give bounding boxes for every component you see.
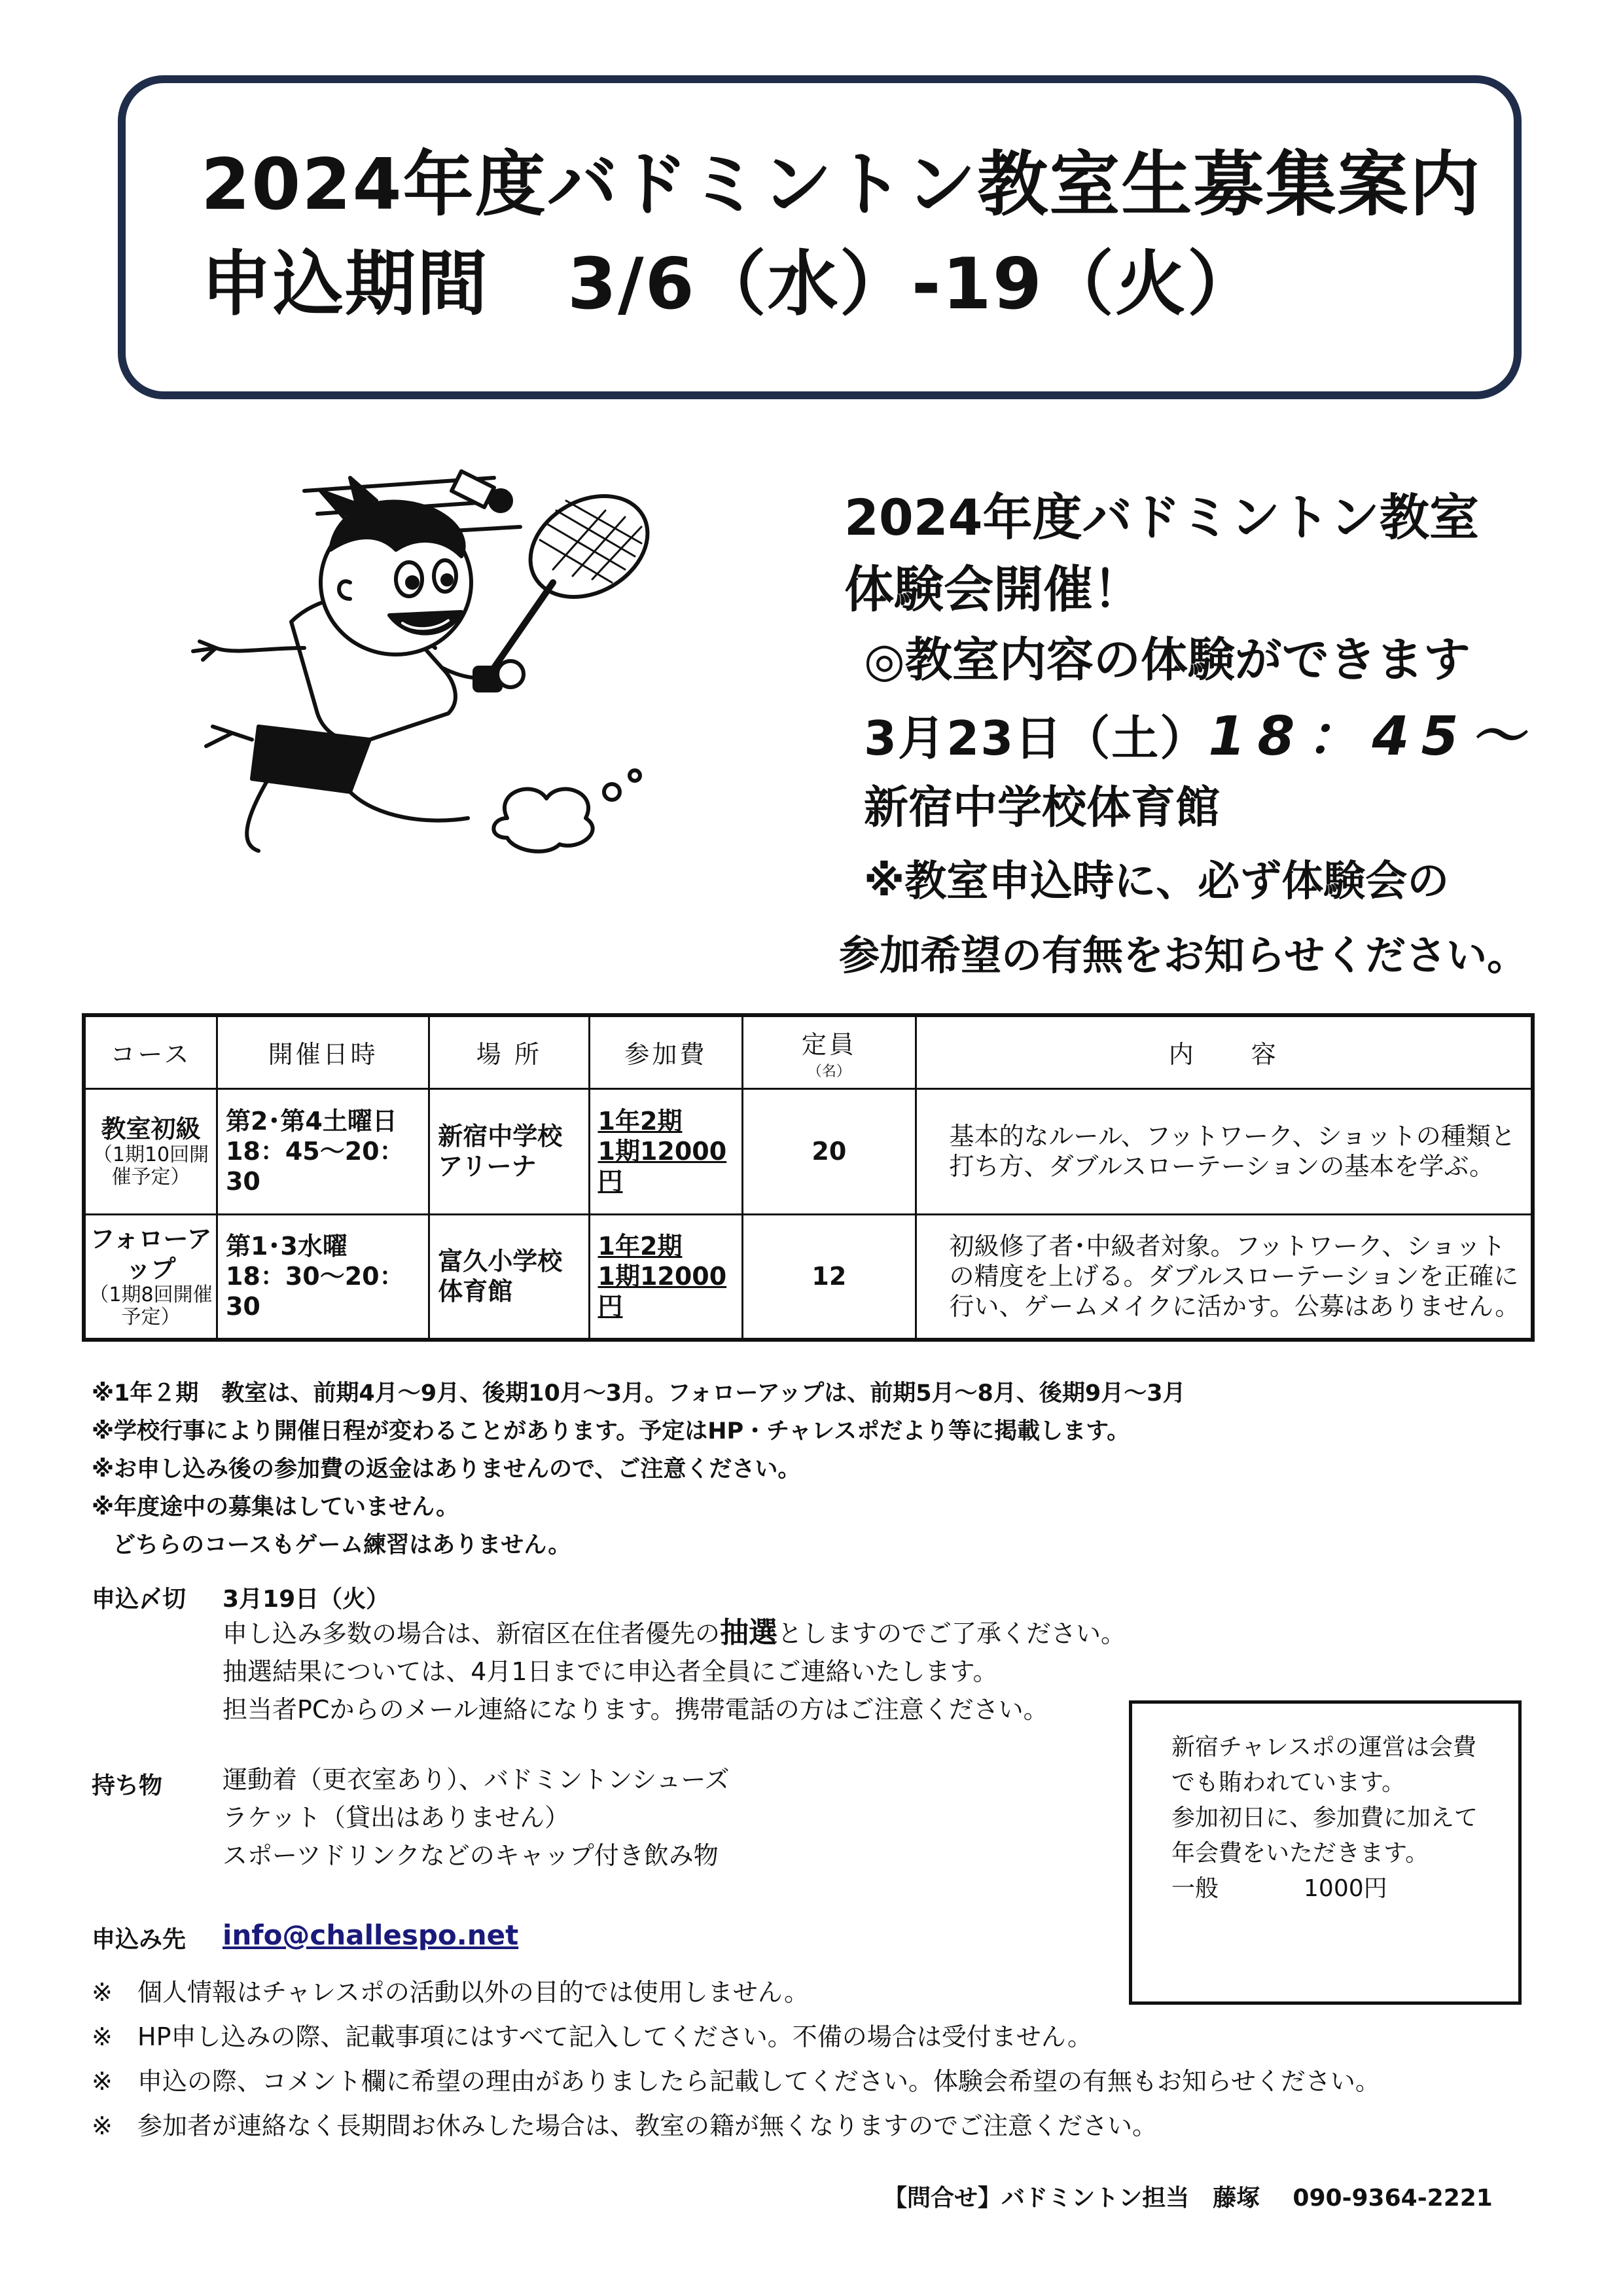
course-time: 18：45～20：30: [225, 1137, 404, 1196]
fee-line1: 1年2期: [597, 1232, 683, 1261]
content-cell: 基本的なルール、フットワーク、ショットの種類と打ち方、ダブルスローテーションの基本を学ぶ。: [916, 1088, 1533, 1214]
deadline-line1-post: としますのでご了承ください。: [777, 1619, 1126, 1648]
contact-info: [883, 2179, 1493, 2213]
annual-fee-box: [1129, 1700, 1522, 2005]
disclaimer-item: [92, 2104, 1380, 2148]
fee-box-line1: 新宿チャレスポの運営は会費: [1171, 1734, 1476, 1761]
content-cell: 初級修了者･中級者対象。フットワーク、ショットの精度を上げる。ダブルスローテーションを正確に行い、ゲームメイクに活かす。公募はありません。: [916, 1214, 1533, 1340]
promo-heading: 2024年度バドミントン教室: [844, 488, 1480, 547]
disclaimer-text: 参加者が連絡なく長期間お休みした場合は、教室の籍が無くなりますのでご注意ください。: [137, 2111, 1158, 2140]
disclaimer-item: [92, 2015, 1380, 2059]
contact-label: 【問合せ】バドミントン担当 藤塚: [883, 2185, 1260, 2212]
capacity-cell: 20: [743, 1088, 916, 1214]
header-fee: 参加費: [589, 1015, 743, 1088]
fee-category: 一般: [1171, 1875, 1219, 1902]
header-datetime: 開催日時: [217, 1015, 429, 1088]
application-period-label: 申込期間: [201, 243, 490, 325]
deadline-line3: 担当者PCからのメール連絡になります。携帯電話の方はご注意ください。: [223, 1695, 1048, 1724]
belongings-list: [223, 1761, 730, 1874]
disclaimer-mark: ※: [92, 1978, 113, 2007]
note-item: ※お申し込み後の参加費の返金はありませんので、ご注意ください。: [92, 1456, 801, 1482]
table-row: [84, 1214, 1533, 1340]
header-course: コース: [84, 1015, 217, 1088]
disclaimer-mark: ※: [92, 2067, 113, 2096]
fee-cell: [589, 1214, 743, 1340]
deadline-line1-pre: 申し込み多数の場合は、新宿区在住者優先の: [223, 1619, 721, 1648]
promo-description: ◎教室内容の体験ができます: [864, 632, 1471, 687]
lottery-emphasis: 抽選: [720, 1616, 778, 1649]
apply-label: 申込み先: [92, 1926, 187, 1953]
badminton-boy-illustration: [154, 452, 717, 857]
header-capacity-unit: （名）: [807, 1063, 851, 1080]
belongings-item: 運動着（更衣室あり）、バドミントンシューズ: [223, 1765, 730, 1794]
header-capacity-label: 定員: [801, 1030, 857, 1059]
disclaimer-item: [92, 1970, 1380, 2015]
notes-list: [92, 1374, 1186, 1564]
fee-box-line3: 参加初日に、参加費に加えて: [1171, 1804, 1478, 1831]
promo-datetime: [864, 694, 1536, 770]
course-note: （1期10回開催予定）: [92, 1143, 209, 1189]
course-cell: [84, 1214, 217, 1340]
promo-subheading: 体験会開催！: [844, 560, 1143, 619]
disclaimers-list: [92, 1970, 1380, 2148]
promo-time: 18：45～: [1208, 706, 1536, 768]
deadline-date: 3月19日（火）: [223, 1586, 390, 1613]
disclaimer-text: 申込の際、コメント欄に希望の理由がありましたら記載してください。体験会希望の有無もお知らせください。: [137, 2067, 1380, 2096]
application-period-dates: 3/6（水）-19（火）: [567, 243, 1259, 325]
belongings-label: 持ち物: [92, 1772, 163, 1799]
fee-box-line4: 年会費をいただきます。: [1171, 1840, 1429, 1867]
place-cell: 新宿中学校アリーナ: [429, 1088, 589, 1214]
capacity-cell: 12: [743, 1214, 916, 1340]
application-period: [201, 227, 1259, 329]
promo-date: 3月23日（土）: [864, 711, 1209, 766]
course-name: フォローアップ: [90, 1225, 212, 1284]
note-item: ※学校行事により開催日程が変わることがあります。予定はHP・チャレスポだより等に掲載します。: [92, 1418, 1130, 1444]
belongings-item: スポーツドリンクなどのキャップ付き飲み物: [223, 1841, 719, 1870]
table-header-row: [84, 1015, 1533, 1088]
belongings-item: ラケット（貸出はありません）: [223, 1803, 570, 1832]
header-place: 場 所: [429, 1015, 589, 1088]
datetime-cell: [217, 1088, 429, 1214]
note-item: どちらのコースもゲーム練習はありません。: [113, 1532, 571, 1558]
apply-email-link[interactable]: info@challespo.net: [223, 1919, 519, 1951]
course-time: 18：30～20：30: [225, 1262, 404, 1321]
place-cell: 富久小学校体育館: [429, 1214, 589, 1340]
deadline-line1: [223, 1614, 1126, 1653]
promo-venue: 新宿中学校体育館: [864, 782, 1221, 834]
contact-phone: 090-9364-2221: [1293, 2185, 1493, 2212]
course-cell: [84, 1088, 217, 1214]
note-item: ※年度途中の募集はしていません。: [92, 1494, 459, 1520]
fee-amount: 1000円: [1304, 1875, 1387, 1902]
fee-cell: [589, 1088, 743, 1214]
table-row: [84, 1088, 1533, 1214]
course-name: 教室初級: [101, 1115, 201, 1143]
disclaimer-text: 個人情報はチャレスポの活動以外の目的では使用しません。: [137, 1978, 810, 2007]
fee-box-amount-row: [1171, 1871, 1503, 1907]
title-box: [118, 75, 1522, 399]
header-capacity: [743, 1015, 916, 1088]
course-days: 第2･第4土曜日: [225, 1107, 397, 1136]
note-item: ※1年２期 教室は、前期4月～9月、後期10月～3月。フォローアップは、前期5月～8月、後期9月～3月: [92, 1380, 1186, 1407]
promo-note-line1: ※教室申込時に、必ず体験会の: [864, 857, 1450, 906]
deadline-label: 申込〆切: [92, 1586, 187, 1613]
disclaimer-mark: ※: [92, 2111, 113, 2140]
fee-line1: 1年2期: [597, 1107, 683, 1136]
disclaimer-item: [92, 2059, 1380, 2104]
course-days: 第1･3水曜: [225, 1232, 348, 1261]
course-note: （1期8回開催予定）: [89, 1283, 213, 1329]
courses-table: [82, 1013, 1535, 1342]
disclaimer-text: HP申し込みの際、記載事項にはすべて記入してください。不備の場合は受付ません。: [137, 2022, 1093, 2051]
disclaimer-mark: ※: [92, 2022, 113, 2051]
page-title: 2024年度バドミントン教室生募集案内: [201, 144, 1482, 226]
fee-box-line2: でも賄われています。: [1171, 1769, 1406, 1796]
deadline-details: [223, 1614, 1126, 1729]
fee-line2: 1期12000円: [597, 1137, 727, 1196]
fee-line2: 1期12000円: [597, 1262, 727, 1321]
header-content: 内 容: [916, 1015, 1533, 1088]
promo-note-line2: 参加希望の有無をお知らせください。: [839, 931, 1528, 979]
datetime-cell: [217, 1214, 429, 1340]
deadline-line2: 抽選結果については、4月1日までに申込者全員にご連絡いたします。: [223, 1657, 998, 1686]
